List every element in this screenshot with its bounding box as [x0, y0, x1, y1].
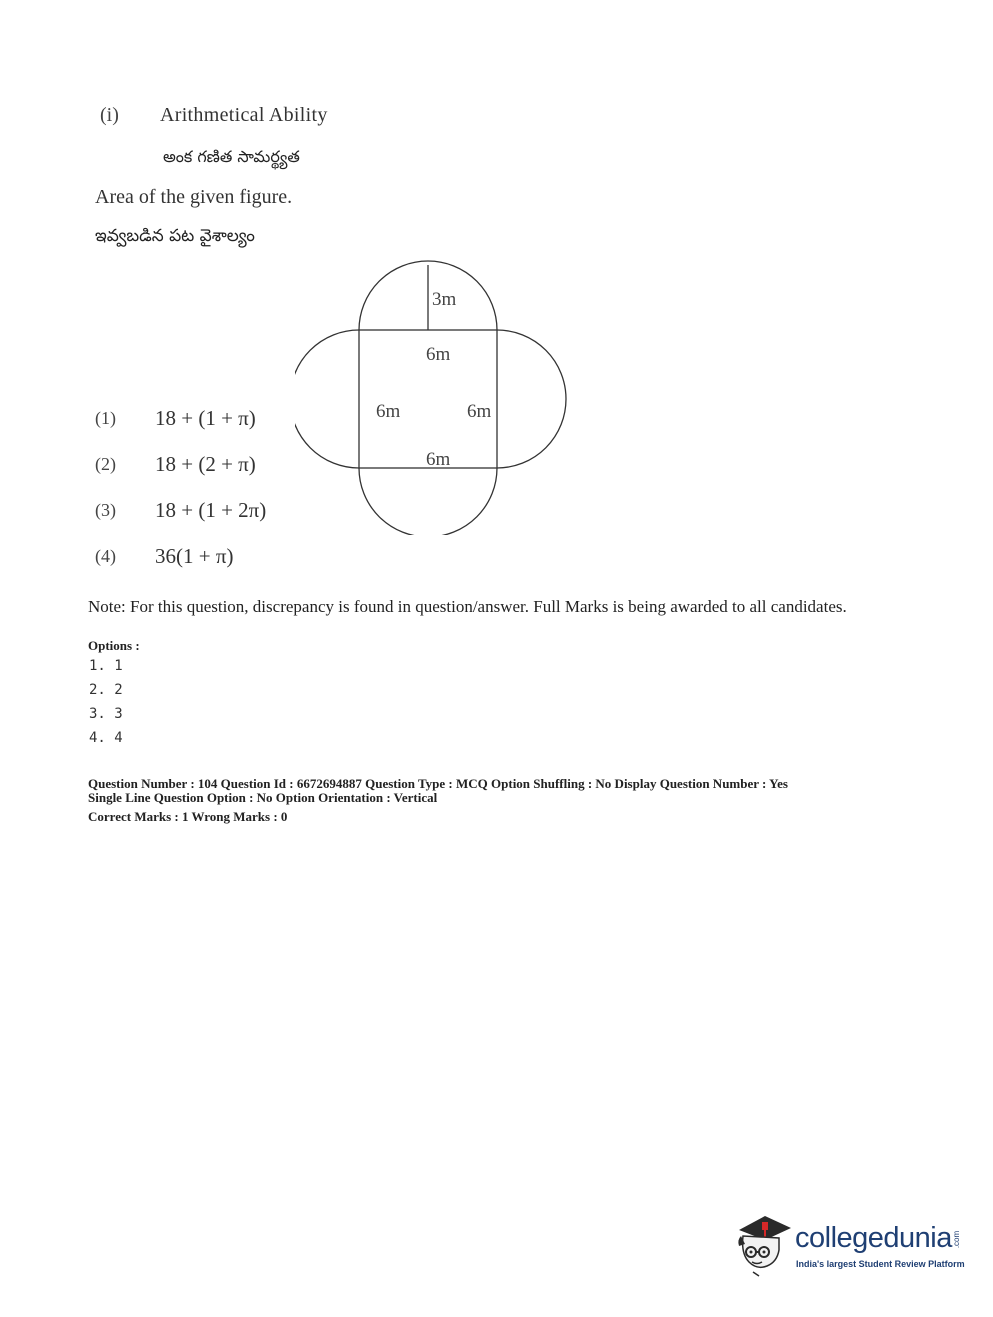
answer-option-number: (2) [95, 454, 116, 474]
answer-option-expression: 18 + (2 + π) [155, 452, 256, 476]
answer-option-number: (1) [95, 408, 116, 428]
figure-semicircle-bottom [359, 468, 497, 535]
answer-option-expression: 36(1 + π) [155, 544, 234, 568]
logo-domain-suffix: .com [952, 1230, 962, 1249]
option-item: 2. 2 [89, 682, 123, 698]
label-square-left: 6m [376, 401, 401, 422]
label-square-bottom: 6m [426, 449, 451, 470]
label-radius: 3m [432, 289, 457, 310]
figure-semicircle-left [295, 330, 359, 468]
section-title-telugu: అంక గణిత సామర్థ్యత [163, 147, 300, 166]
label-square-top: 6m [426, 344, 451, 365]
option-item: 4. 4 [89, 730, 123, 746]
answer-option-expression: 18 + (1 + π) [155, 406, 256, 430]
question-metadata-line: Single Line Question Option : No Option Orientation : Vertical [88, 790, 438, 805]
area-figure [295, 260, 575, 535]
answer-option-expression: 18 + (1 + 2π) [155, 498, 267, 522]
marks-metadata: Correct Marks : 1 Wrong Marks : 0 [88, 809, 288, 824]
section-title: Arithmetical Ability [160, 104, 328, 126]
answer-option-number: (3) [95, 500, 116, 520]
discrepancy-note: Note: For this question, discrepancy is found in question/answer. Full Marks is being awarded to all candidates. [88, 597, 847, 616]
logo-wordmark: collegedunia [795, 1222, 952, 1254]
logo-tagline: India's largest Student Review Platform [796, 1259, 965, 1269]
question-text-english: Area of the given figure. [95, 186, 293, 208]
options-label: Options : [88, 638, 140, 653]
question-text-telugu: ఇవ్వబడిన పట వైశాల్యం [95, 226, 255, 246]
answer-option-number: (4) [95, 546, 116, 566]
option-item: 1. 1 [89, 658, 123, 674]
label-square-right: 6m [467, 401, 492, 422]
question-metadata-line: Question Number : 104 Question Id : 6672694887 Question Type : MCQ Option Shuffling : No Display Question Number : Yes [88, 776, 788, 791]
figure-semicircle-right [497, 330, 566, 468]
collegedunia-mascot-icon [735, 1210, 795, 1280]
section-number: (i) [100, 104, 119, 126]
option-item: 3. 3 [89, 706, 123, 722]
